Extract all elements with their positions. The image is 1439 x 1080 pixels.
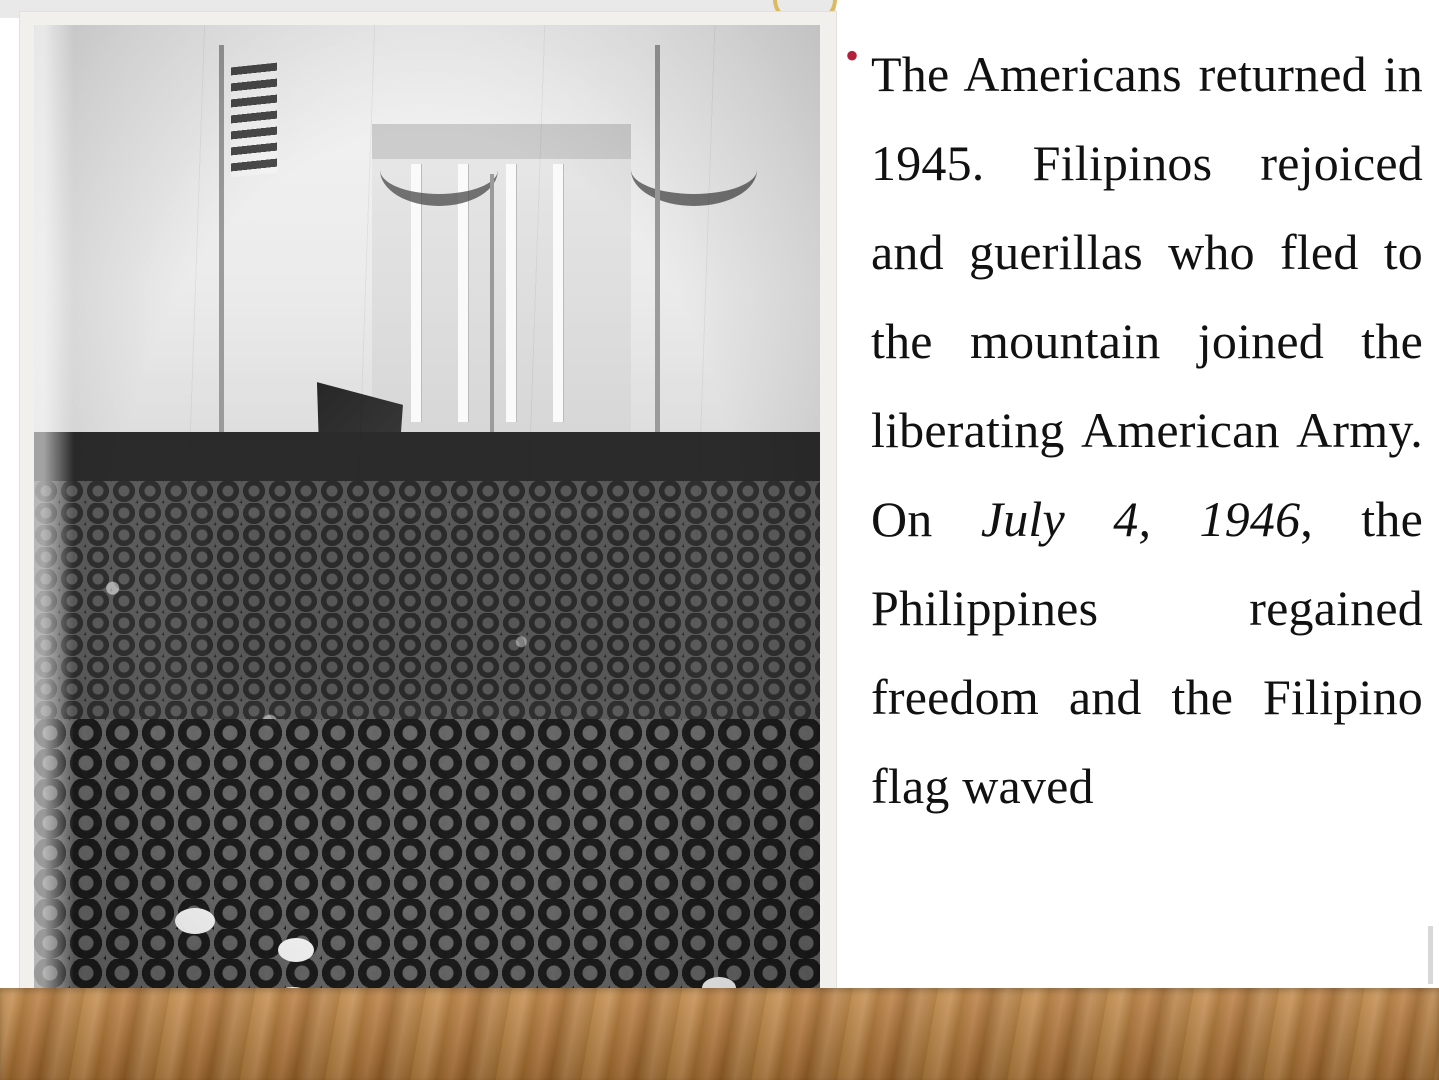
bullet-item [845, 30, 1423, 831]
bullet-text-part-3: , the Philippines regained freedom and the Filipino flag waved [871, 491, 1423, 814]
bullet-paragraph [871, 30, 1423, 831]
wooden-floor-background [0, 988, 1439, 1080]
right-edge-tick [1428, 926, 1433, 984]
bullet-text-part-1: The Americans returned in 1945. Filipinos rejoiced and guerillas who fled to the mountain joined the liberating American Army. On [871, 46, 1423, 547]
photo-frame [20, 12, 836, 1032]
historical-photo-flag-raising-crowd [34, 25, 820, 1017]
bullet-text-date-italic: July 4, 1946 [980, 491, 1301, 547]
photo-edge-fade [34, 25, 820, 1017]
body-text-column [845, 30, 1423, 1030]
bullet-marker-icon: • [845, 33, 860, 78]
